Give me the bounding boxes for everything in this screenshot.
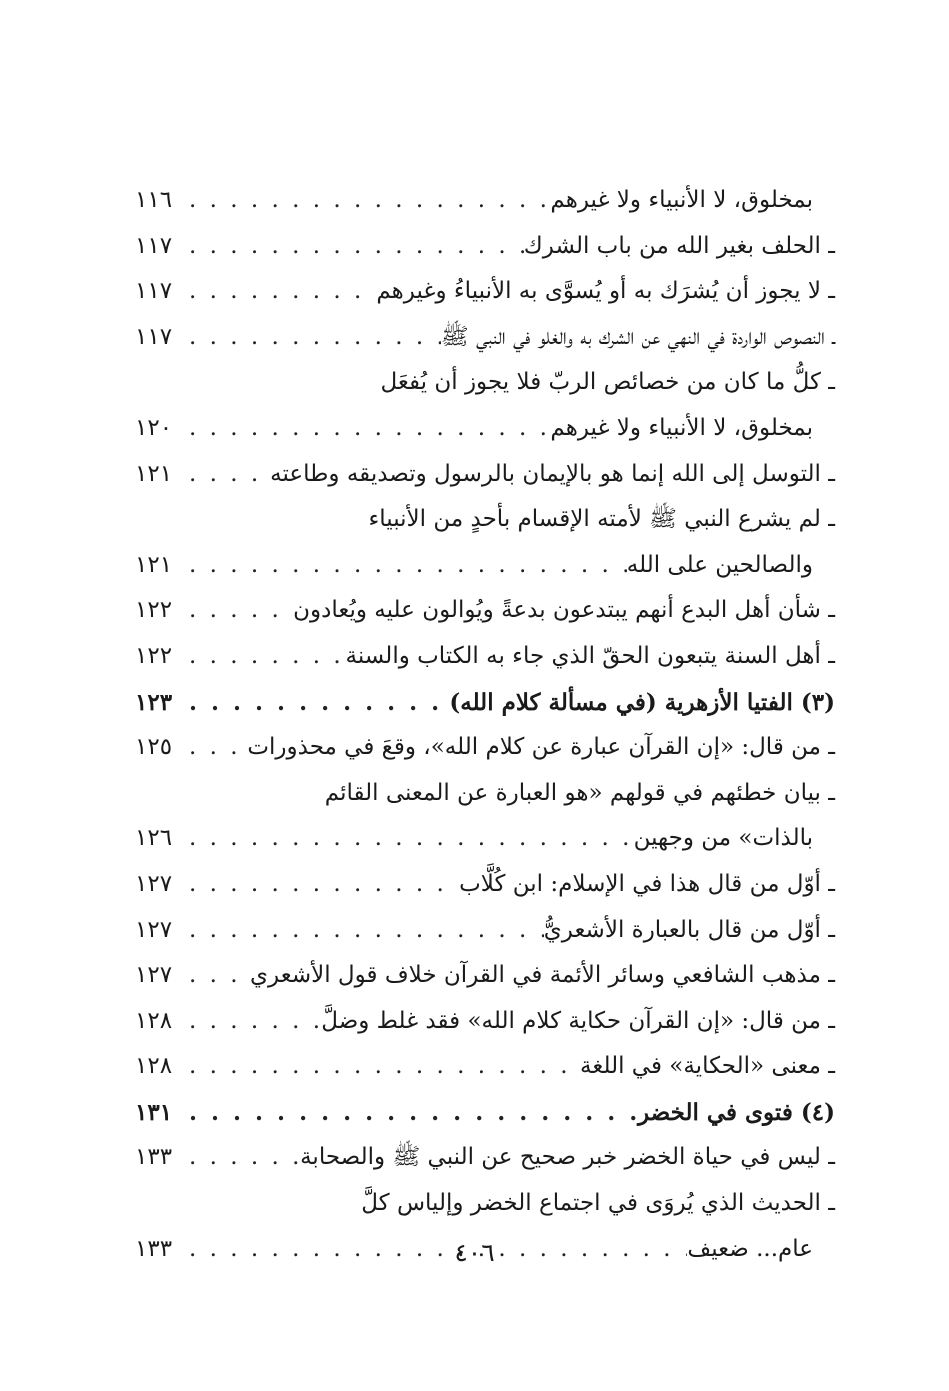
toc-entry-page: ١٢٥ bbox=[135, 734, 173, 761]
toc-entry bbox=[135, 269, 835, 315]
toc-entry-text: بمخلوق، لا الأنبياء ولا غيرهم bbox=[550, 414, 813, 441]
toc-entry bbox=[135, 178, 835, 224]
toc-entry-page: ١٢٦ bbox=[135, 825, 173, 852]
dot-leader bbox=[183, 269, 376, 315]
toc-entry-page: ١٢٢ bbox=[135, 642, 173, 669]
toc-entry-page: ١٢٧ bbox=[135, 962, 173, 989]
toc-entry bbox=[135, 862, 835, 908]
dot-leader bbox=[183, 725, 247, 771]
toc-entry bbox=[135, 908, 835, 954]
toc-entry-text: عام... ضعيف bbox=[687, 1235, 813, 1262]
toc-entry-text: ـ كلُّ ما كان من خصائص الربّ فلا يجوز أن يُفعَل bbox=[380, 369, 835, 396]
table-of-contents bbox=[135, 178, 835, 1272]
toc-entry-text: ـ التوسل إلى الله إنما هو بالإيمان بالرسول وتصديقه وطاعته bbox=[270, 460, 835, 487]
toc-entry-page: ١٢٧ bbox=[135, 870, 173, 897]
toc-entry-text: بالذات» من وجهين bbox=[633, 825, 813, 852]
toc-entry-text: ـ من قال: «إن القرآن عبارة عن كلام الله»، وقعَ في محذورات bbox=[247, 734, 835, 761]
toc-entry-page: ١٢٨ bbox=[135, 1007, 173, 1034]
toc-entry-page: ١٣١ bbox=[135, 1098, 173, 1126]
dot-leader bbox=[183, 178, 550, 224]
toc-entry-text: ـ الحلف بغير الله من باب الشرك bbox=[523, 232, 835, 259]
toc-entry-text: بمخلوق، لا الأنبياء ولا غيرهم bbox=[550, 187, 813, 213]
toc-entry-page: ١١٧ bbox=[135, 323, 173, 350]
toc-entry-text: (٣) الفتيا الأزهرية (في مسألة كلام الله) bbox=[449, 688, 835, 716]
toc-entry-text: ـ ليس في حياة الخضر خبر صحيح عن النبي ﷺ والصحابة bbox=[300, 1144, 835, 1171]
dot-leader bbox=[183, 816, 634, 862]
toc-entry-text: ـ الحديث الذي يُروَى في اجتماع الخضر وإلياس كلَّ bbox=[361, 1190, 835, 1217]
toc-entry-page: ١٢١ bbox=[135, 551, 173, 578]
toc-entry-text: ـ أوّل من قال بالعبارة الأشعريُّ bbox=[543, 916, 835, 943]
toc-entry-page: ١٢١ bbox=[135, 460, 173, 487]
dot-leader bbox=[183, 634, 346, 680]
toc-entry-page: ١٢٧ bbox=[135, 916, 173, 943]
dot-leader bbox=[183, 588, 293, 634]
dot-leader bbox=[183, 406, 550, 452]
toc-entry-page: ١٢٢ bbox=[135, 597, 173, 624]
toc-entry bbox=[135, 634, 835, 680]
dot-leader bbox=[183, 224, 524, 270]
toc-section-heading bbox=[135, 680, 835, 726]
toc-entry-page: ١٢٨ bbox=[135, 1053, 173, 1080]
toc-entry-text: ـ من قال: «إن القرآن حكاية كلام الله» فقد غلط وضلَّ bbox=[321, 1007, 835, 1034]
toc-entry bbox=[135, 953, 835, 999]
dot-leader bbox=[183, 315, 441, 361]
toc-entry-text: ـ لم يشرع النبي ﷺ لأمته الإقسام بأحدٍ من الأنبياء bbox=[368, 506, 835, 533]
toc-entry bbox=[135, 1181, 835, 1227]
toc-entry-page: ١١٧ bbox=[135, 278, 173, 305]
toc-section-heading bbox=[135, 1090, 835, 1136]
dot-leader bbox=[183, 862, 459, 908]
toc-entry-page: ١٢٠ bbox=[135, 414, 173, 441]
toc-entry bbox=[135, 1044, 835, 1090]
toc-entry-text: ـ بيان خطئهم في قولهم «هو العبارة عن المعنى القائم bbox=[324, 779, 835, 806]
toc-entry bbox=[135, 224, 835, 270]
dot-leader bbox=[183, 1044, 580, 1090]
toc-entry bbox=[135, 315, 835, 361]
toc-entry-page: ١٣٣ bbox=[135, 1144, 173, 1171]
toc-entry-page: ١٣٣ bbox=[135, 1235, 173, 1262]
toc-entry-text: ـ معنى «الحكاية» في اللغة bbox=[580, 1053, 835, 1080]
toc-entry bbox=[135, 406, 835, 452]
toc-entry-text: والصالحين على الله bbox=[626, 551, 813, 578]
dot-leader bbox=[183, 1090, 638, 1136]
toc-entry-text: ـ أوّل من قال هذا في الإسلام: ابن كُلَّاب bbox=[459, 870, 835, 897]
toc-entry-page: ١٢٣ bbox=[135, 688, 173, 716]
dot-leader bbox=[183, 908, 544, 954]
toc-entry bbox=[135, 771, 835, 817]
dot-leader bbox=[183, 1135, 300, 1181]
toc-entry-text: ـ النصوص الواردة في النهي عن الشرك به والغلو في النبي ﷺ bbox=[440, 323, 835, 350]
dot-leader bbox=[183, 680, 449, 726]
toc-entry bbox=[135, 588, 835, 634]
toc-entry bbox=[135, 816, 835, 862]
page-number: ٤٠٦ bbox=[454, 1238, 495, 1267]
toc-entry-text: ـ أهل السنة يتبعون الحقّ الذي جاء به الكتاب والسنة bbox=[345, 642, 835, 669]
toc-entry-text: ـ شأن أهل البدع أنهم يبتدعون بدعةً ويُوالون عليه ويُعادون bbox=[293, 597, 835, 624]
toc-entry bbox=[135, 999, 835, 1045]
toc-entry-page: ١١٦ bbox=[135, 187, 173, 213]
dot-leader bbox=[183, 452, 270, 498]
toc-entry bbox=[135, 497, 835, 543]
toc-entry-text: ـ لا يجوز أن يُشرَك به أو يُسوَّى به الأنبياءُ وغيرهم bbox=[376, 278, 835, 305]
toc-entry bbox=[135, 725, 835, 771]
dot-leader bbox=[183, 543, 627, 589]
dot-leader bbox=[183, 999, 321, 1045]
toc-entry bbox=[135, 452, 835, 498]
dot-leader bbox=[183, 953, 250, 999]
toc-entry-text: (٤) فتوى في الخضر bbox=[637, 1098, 835, 1126]
toc-entry bbox=[135, 1135, 835, 1181]
toc-entry bbox=[135, 360, 835, 406]
toc-entry-text: ـ مذهب الشافعي وسائر الأئمة في القرآن خلاف قول الأشعري bbox=[250, 962, 835, 989]
toc-entry-page: ١١٧ bbox=[135, 232, 173, 259]
toc-entry bbox=[135, 543, 835, 589]
